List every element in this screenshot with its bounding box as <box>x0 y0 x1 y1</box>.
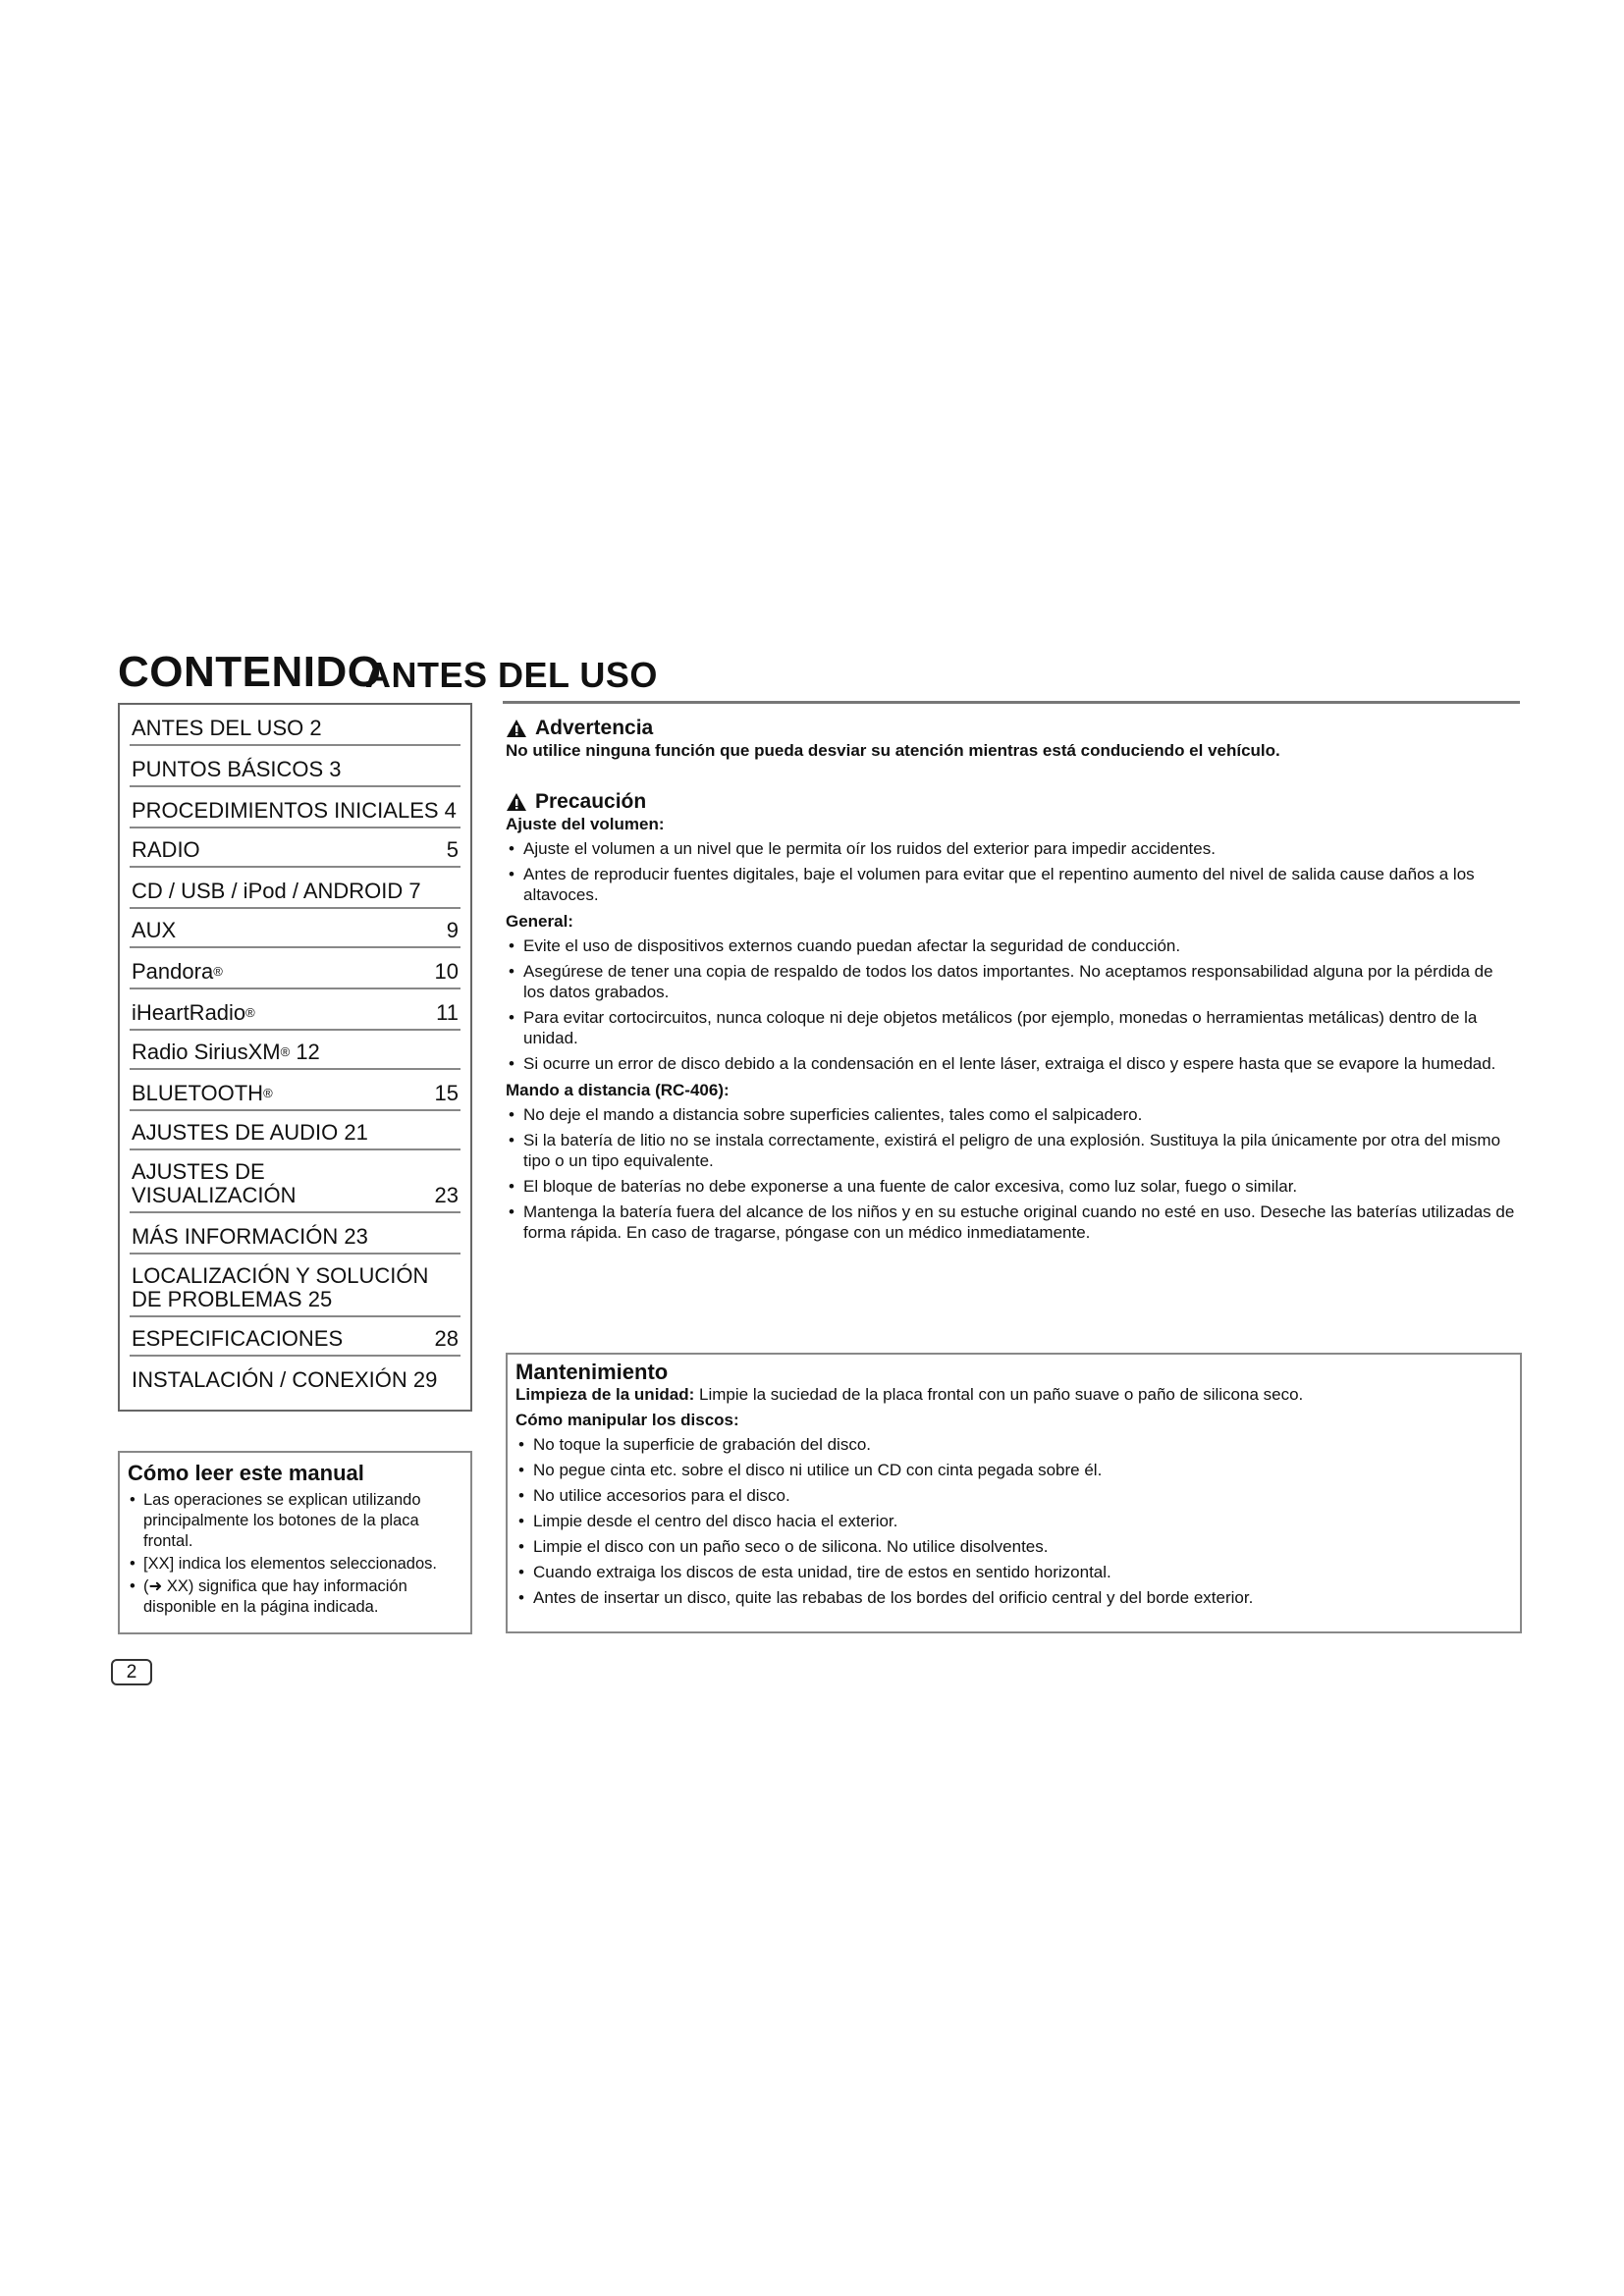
caution-list <box>506 935 1517 1074</box>
warning-icon <box>506 719 527 738</box>
list-item: • Ajuste el volumen a un nivel que le permita oír los ruidos del exterior para impedir accidentes. <box>506 838 1517 859</box>
caution-section <box>506 790 1517 1248</box>
toc-label <box>132 1225 368 1249</box>
list-item: • Limpie desde el centro del disco hacia el exterior. <box>515 1511 1512 1531</box>
list-item: • (➜ XX) significa que hay información disponible en la página indicada. <box>128 1576 460 1618</box>
caution-title: Precaución <box>535 790 647 813</box>
toc-page-number: 11 <box>436 1000 459 1025</box>
toc-label <box>132 1001 255 1025</box>
list-item: • Antes de reproducir fuentes digitales, baje el volumen para evitar que el repentino aumento del nivel de salida cause daños a los altavoces. <box>506 864 1517 905</box>
section-title: ANTES DEL USO <box>365 655 658 695</box>
warning-title: Advertencia <box>535 717 654 739</box>
list-item: • No utilice accesorios para el disco. <box>515 1485 1512 1506</box>
list-item: • No deje el mando a distancia sobre superficies calientes, tales como el salpicadero. <box>506 1104 1517 1125</box>
cleaning-paragraph <box>515 1384 1512 1406</box>
list-item: • Limpie el disco con un paño seco o de silicona. No utilice disolventes. <box>515 1536 1512 1557</box>
list-item: • Asegúrese de tener una copia de respaldo de todos los datos importantes. No aceptamos responsabilidad alguna por la pérdida de los datos grabados. <box>506 961 1517 1002</box>
toc-label-text: AJUSTES DE <box>132 1159 265 1184</box>
page-title: CONTENIDO <box>118 648 382 696</box>
toc-page-number: 15 <box>434 1081 459 1105</box>
list-item: • Evite el uso de dispositivos externos cuando puedan afectar la seguridad de conducción. <box>506 935 1517 956</box>
list-item: • Cuando extraiga los discos de esta unidad, tire de estos en sentido horizontal. <box>515 1562 1512 1582</box>
maintenance-box <box>506 1353 1522 1633</box>
how-to-read-title: Cómo leer este manual <box>128 1461 364 1485</box>
toc-label-text: BLUETOOTH <box>132 1081 264 1105</box>
list-item: • [XX] indica los elementos seleccionados. <box>128 1554 460 1575</box>
list-item: • Antes de insertar un disco, quite las rebabas de los bordes del orificio central y del borde exterior. <box>515 1587 1512 1608</box>
list-item: • Si ocurre un error de disco debido a la condensación en el lente láser, extraiga el disco y espere hasta que se evapore la humedad. <box>506 1053 1517 1074</box>
table-of-contents <box>118 703 472 1412</box>
toc-label <box>132 838 200 862</box>
toc-item <box>130 746 460 787</box>
toc-label-text: AUX <box>132 918 177 942</box>
toc-label <box>132 1041 320 1064</box>
list-item: • No pegue cinta etc. sobre el disco ni utilice un CD con cinta pegada sobre él. <box>515 1460 1512 1480</box>
how-to-read-box <box>118 1451 472 1634</box>
toc-item <box>130 1070 460 1111</box>
warning-section <box>506 717 1517 762</box>
toc-item <box>130 989 460 1031</box>
toc-item <box>130 705 460 746</box>
toc-label <box>132 1121 368 1145</box>
toc-label-text-line2: VISUALIZACIÓN <box>132 1183 297 1207</box>
toc-label-text: RADIO <box>132 837 200 862</box>
toc-label-text: Pandora <box>132 959 214 984</box>
toc-page-number: 10 <box>434 959 459 984</box>
toc-item <box>130 1255 460 1317</box>
caution-subheading: General: <box>506 912 573 931</box>
toc-page-number: 23 <box>434 1183 459 1207</box>
toc-label <box>132 1160 296 1207</box>
toc-label-text: iHeartRadio <box>132 1000 246 1025</box>
toc-label <box>132 1368 437 1392</box>
toc-item <box>130 1213 460 1255</box>
list-item: • No toque la superficie de grabación del disco. <box>515 1434 1512 1455</box>
maintenance-title: Mantenimiento <box>515 1360 669 1384</box>
toc-item <box>130 1150 460 1213</box>
toc-item <box>130 1111 460 1150</box>
caution-heading <box>506 790 1517 814</box>
toc-item <box>130 948 460 989</box>
toc-label-page: 12 <box>290 1040 320 1064</box>
registered-mark: ® <box>245 1005 255 1020</box>
toc-label-text: ANTES DEL USO 2 <box>132 716 322 740</box>
toc-item <box>130 1031 460 1070</box>
disc-handling-list <box>515 1434 1512 1608</box>
how-to-read-list <box>128 1490 460 1618</box>
registered-mark: ® <box>263 1086 273 1100</box>
header-divider <box>503 701 1520 704</box>
toc-label <box>132 960 223 984</box>
caution-list <box>506 838 1517 905</box>
warning-text: No utilice ninguna función que pueda desviar su atención mientras está conduciendo el vehículo. <box>506 741 1280 760</box>
toc-label <box>132 880 421 903</box>
registered-mark: ® <box>280 1044 291 1059</box>
toc-label <box>132 1082 273 1105</box>
toc-label-text: Radio SiriusXM <box>132 1040 281 1064</box>
toc-label-text: AJUSTES DE AUDIO 21 <box>132 1120 368 1145</box>
caution-groups <box>506 814 1517 1243</box>
toc-item <box>130 787 460 828</box>
toc-label <box>132 1264 428 1311</box>
page-number: 2 <box>111 1659 152 1685</box>
list-item: • Para evitar cortocircuitos, nunca coloque ni deje objetos metálicos (por ejemplo, monedas o herramientas metálicas) dentro de la unidad. <box>506 1007 1517 1048</box>
toc-label <box>132 919 176 942</box>
list-item: • Si la batería de litio no se instala correctamente, existirá el peligro de una explosión. Sustituya la pila únicamente por otra del mismo tipo o un tipo equivalente. <box>506 1130 1517 1171</box>
toc-label-text: MÁS INFORMACIÓN 23 <box>132 1224 368 1249</box>
cleaning-text: Limpie la suciedad de la placa frontal con un paño suave o paño de silicona seco. <box>694 1385 1304 1404</box>
list-item: • El bloque de baterías no debe exponerse a una fuente de calor excesiva, como luz solar, fuego o similar. <box>506 1176 1517 1197</box>
cleaning-label: Limpieza de la unidad: <box>515 1385 695 1404</box>
toc-label <box>132 799 457 823</box>
toc-label-text: INSTALACIÓN / CONEXIÓN 29 <box>132 1367 438 1392</box>
toc-label <box>132 758 342 781</box>
toc-label-text: LOCALIZACIÓN Y SOLUCIÓN <box>132 1263 429 1288</box>
warning-heading <box>506 717 1517 740</box>
caution-list <box>506 1104 1517 1243</box>
toc-page-number: 5 <box>446 837 459 862</box>
disc-handling-heading: Cómo manipular los discos: <box>515 1411 739 1429</box>
toc-item <box>130 1357 460 1396</box>
caution-subheading: Ajuste del volumen: <box>506 815 665 833</box>
registered-mark: ® <box>213 964 223 979</box>
toc-label <box>132 717 322 740</box>
toc-label <box>132 1327 343 1351</box>
toc-label-text: PROCEDIMIENTOS INICIALES 4 <box>132 798 457 823</box>
toc-label-text: CD / USB / iPod / ANDROID 7 <box>132 879 421 903</box>
warning-icon <box>506 792 527 812</box>
toc-label-text: PUNTOS BÁSICOS 3 <box>132 757 342 781</box>
toc-label-text-line2: DE PROBLEMAS 25 <box>132 1287 333 1311</box>
toc-item <box>130 868 460 909</box>
caution-subheading: Mando a distancia (RC-406): <box>506 1081 730 1099</box>
toc-item <box>130 1317 460 1357</box>
toc-label-text: ESPECIFICACIONES <box>132 1326 344 1351</box>
toc-item <box>130 828 460 868</box>
toc-page-number: 28 <box>434 1326 459 1351</box>
list-item: • Mantenga la batería fuera del alcance de los niños y en su estuche original cuando no esté en uso. Deseche las baterías utilizadas de forma rápida. En caso de tragarse, póngase con un médico inmediatamente. <box>506 1201 1517 1243</box>
toc-item <box>130 909 460 948</box>
list-item: • Las operaciones se explican utilizando principalmente los botones de la placa frontal. <box>128 1490 460 1552</box>
toc-page-number: 9 <box>446 918 459 942</box>
